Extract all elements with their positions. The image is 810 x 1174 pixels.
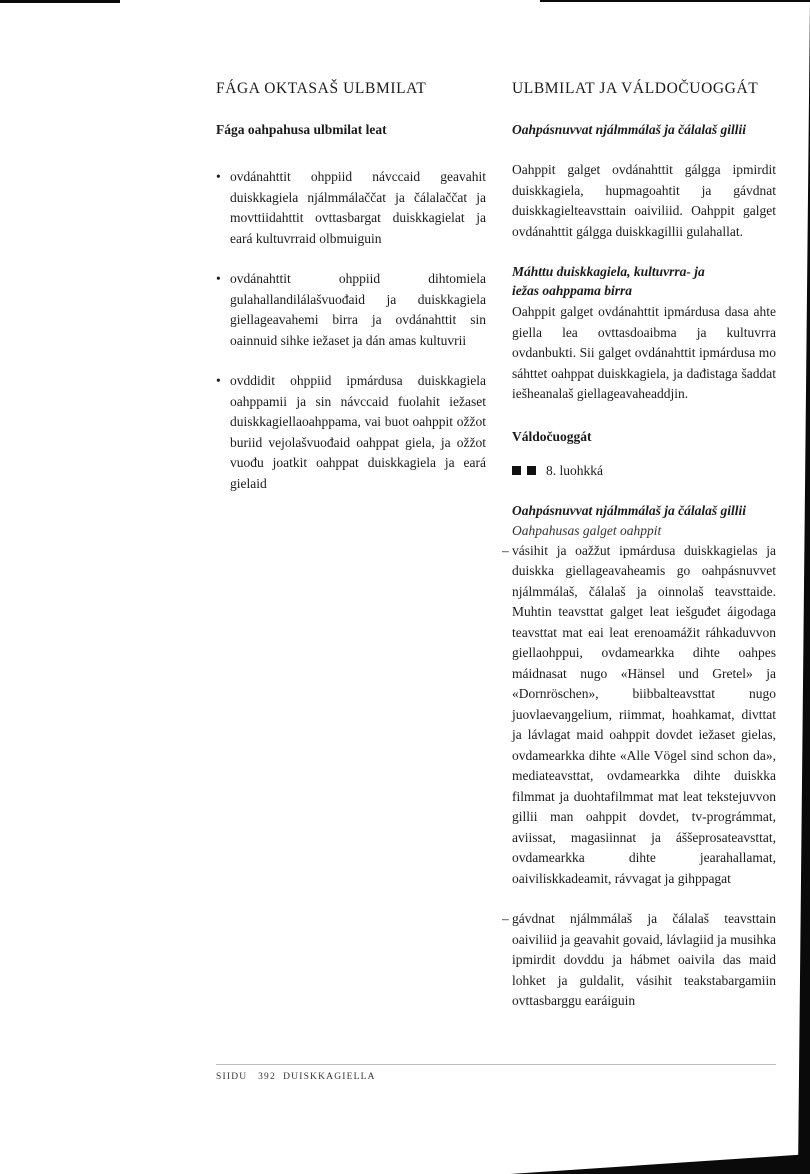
section-subheading-1: Oahpásnuvvat njálmmálaš ja čálalaš gillii — [512, 122, 747, 137]
scan-edge-top — [0, 0, 120, 3]
instruction-lead: Oahpahusas galget oahppit — [512, 522, 662, 538]
activity-item — [502, 541, 776, 890]
footer-page-label: SIIDU — [216, 1072, 248, 1082]
grade-label: 8. luohkká — [546, 462, 603, 478]
page-footer — [216, 1072, 376, 1082]
section-paragraph-1: Oahppit galget ovdánahttit gálgga ipmirdit duiskkagiela, hupmagoahtit ja gávdnat duiskkagielteavsttain oaiviliid. Oahppit galget ovdánahttit gálgga duiskkagillii gulahallat. — [512, 162, 776, 239]
footer-page-number: 392 — [258, 1072, 276, 1082]
bullet-icon: • — [216, 271, 221, 286]
left-subheading: Fága oahpahusa ulbmilat leat — [216, 122, 387, 137]
activity-item — [502, 909, 776, 1012]
activity-text: gávdnat njálmmálaš ja čálalaš teavsttain oaiviliid ja geavahit govaid, lávlagiid ja musihka ipmirdit dovddu ja hábmet oaivila das maid lohket ja guldalit, vásihit teakstabargamiin ovttasbarggu earáiguin — [512, 911, 776, 1008]
goal-list — [216, 167, 486, 494]
bullet-icon: • — [216, 373, 221, 388]
grade-marker — [512, 463, 776, 479]
goal-item — [216, 269, 486, 351]
right-column — [502, 80, 776, 1032]
scan-edge-right — [798, 0, 810, 1174]
section-paragraph-2: Oahppit galget ovdánahttit ipmárdusa dasa ahte giella lea ovttasdoaibma ja kultuvrra ovdanbukti. Sii galget ovdánahttit ipmárdusa mo sáhttet oahppat duiskkagiela, ja dađistaga šaddat iešheanalaš giellageavaheaddjin. — [512, 304, 776, 401]
goal-text: ovdánahttit ohppiid dihtomiela gulahallandilálašvuođaid ja duiskkagiela giellageavahemi birra ja ovdánahttit sin oainnuid sihke iežaset ja dán amas kultuvrii — [230, 271, 486, 348]
right-heading: ULBMILAT JA VÁLDOČUOGGÁT — [512, 80, 759, 97]
section-subheading-3: Oahpásnuvvat njálmmálaš ja čálalaš gillii — [512, 502, 747, 518]
footer-rule — [216, 1064, 776, 1065]
section-subheading-2: Máhttu duiskkagiela, kultuvrra- ja iežas oahppama birra — [512, 264, 705, 298]
square-icon — [512, 466, 521, 475]
goal-text: ovddidit ohppiid ipmárdusa duiskkagiela oahppamii ja sin návccaid fuolahit iežaset duiskkagiellaoahppama, vai buot oahppit ožžot buriid vejolašvuođaid oahppat giela, ja ožžot vuođu joatkit oahppat duiskkagiela ja eará gielaid — [230, 373, 486, 491]
scan-edge-top-right — [540, 0, 810, 2]
activity-list — [502, 541, 776, 1012]
dash-icon: – — [502, 542, 509, 558]
left-column — [216, 80, 486, 514]
square-icon — [527, 466, 536, 475]
left-heading: FÁGA OKTASAŠ ULBMILAT — [216, 80, 427, 97]
goal-item — [216, 167, 486, 249]
main-points-heading: Váldočuoggát — [512, 428, 592, 444]
footer-section: DUISKKAGIELLA — [283, 1072, 376, 1082]
goal-item — [216, 371, 486, 494]
goal-text: ovdánahttit ohppiid návccaid geavahit duiskkagiela njálmmálaččat ja čálalaččat ja movttiidahttit ovttasbargat duiskkagielat ja eará kultuvrraid olbmuiguin — [230, 169, 486, 246]
dash-icon: – — [502, 911, 509, 926]
scan-edge-bottom — [510, 1154, 810, 1174]
bullet-icon: • — [216, 169, 221, 184]
activity-text: vásihit ja oažžut ipmárdusa duiskkagielas ja duiskka giellageavaheamis go oahpásnuvvet njálmmálaš, čálalaš ja oinnolaš teavsttaide. Muhtin teavsttat galget leat iešguđet áigodaga teavsttat mat eai leat erenoamážit ráhkaduvvon giellaohppui, ovdamearkka dihte oahpes máidnasat nugo «Hänsel und Gretel» ja «Dornröschen», biibbalteavsttat nugo juovlaevaŋgelium, riimmat, hoahkamat, divttat ja lávlagat maid oahppit dovdet iežaset gielas, ovdamearkka dihte «Alle Vögel sind schon da», mediateavsttat, ovdamearkka dihte duiskka filmmat ja duohtafilmmat mat leat tekstejuvvon gillii man oahppit dovdet, tv-prográmmat, aviissat, magasiinnat ja áššeprosateavsttat, ovdamearkka dihte jearahallamat, oaiviliskkadeamit, rávvagat ja gihppagat — [512, 542, 776, 886]
